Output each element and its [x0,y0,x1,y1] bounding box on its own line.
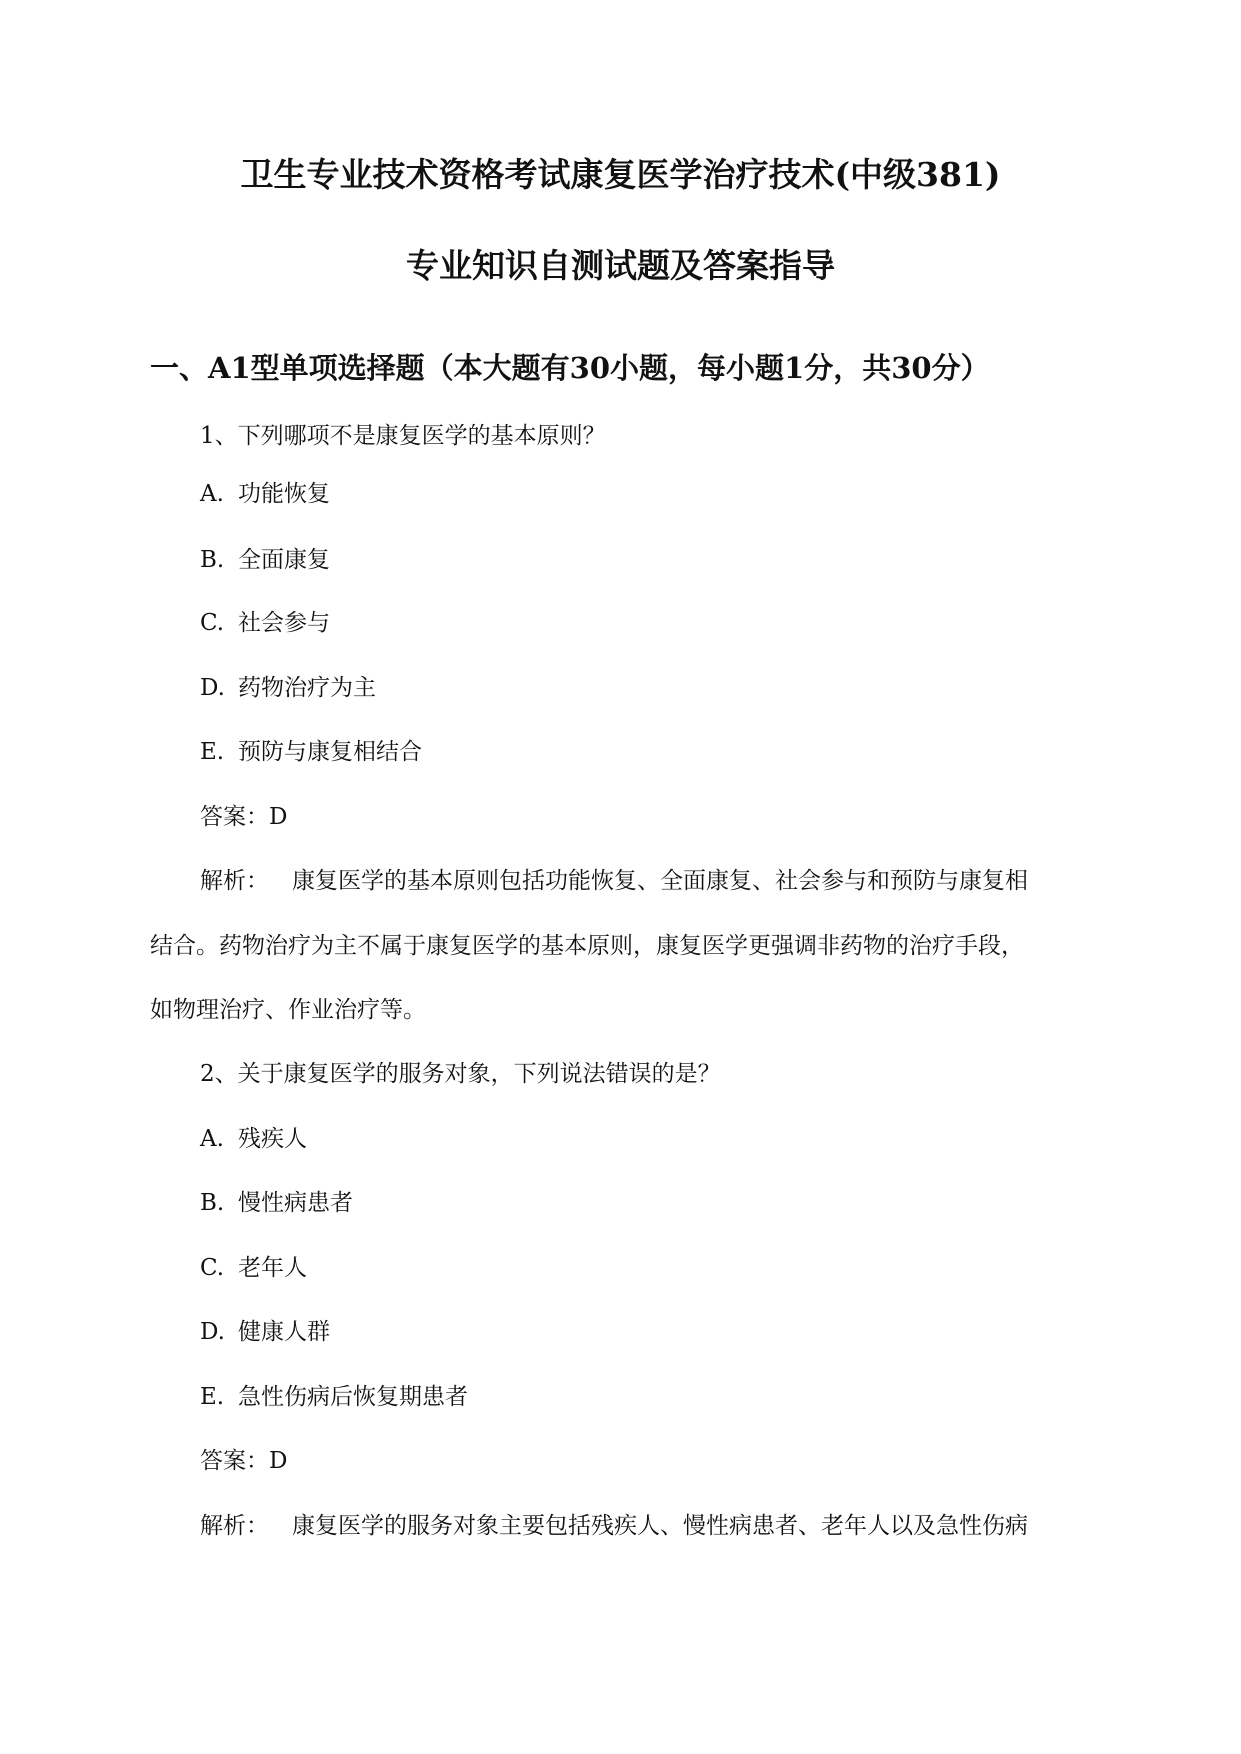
option-letter: A. [200,481,224,507]
question-1-stem: 1、下列哪项不是康复医学的基本原则？ [200,423,606,449]
question-1-analysis-line-2: 结合。药物治疗为主不属于康复医学的基本原则，康复医学更强调非药物的治疗手段， [150,933,1024,959]
option-letter: E. [200,1384,225,1410]
question-1-option-d [200,673,376,703]
analysis-label: 解析： [200,868,269,894]
question-1-option-b [200,545,330,575]
analysis-text: 康复医学的基本原则包括功能恢复、全面康复、社会参与和预防与康复相 [292,868,1028,894]
question-1-option-a [200,479,330,509]
document-title-line-1: 卫生专业技术资格考试康复医学治疗技术(中级381) [240,155,1001,194]
document-title-line-2: 专业知识自测试题及答案指导 [406,246,835,285]
question-2-answer: 答案：D [200,1448,288,1474]
question-1-option-e [200,737,422,767]
analysis-text: 康复医学的服务对象主要包括残疾人、慢性病患者、老年人以及急性伤病 [292,1513,1028,1539]
analysis-label: 解析： [200,1513,269,1539]
option-letter: B. [200,1190,225,1216]
question-2-analysis-line-1 [200,1511,1028,1541]
question-2-option-d [200,1317,330,1347]
option-text: 功能恢复 [238,481,330,507]
option-text: 药物治疗为主 [238,675,376,701]
question-1-answer: 答案：D [200,804,288,830]
section-heading: 一、A1型单项选择题（本大题有30小题，每小题1分，共30分） [150,351,990,385]
option-text: 全面康复 [238,547,330,573]
option-letter: E. [200,739,225,765]
option-letter: C. [200,1255,225,1281]
question-1-analysis-line-3: 如物理治疗、作业治疗等。 [150,997,426,1023]
question-1-option-c [200,608,330,638]
option-letter: A. [200,1126,224,1152]
option-text: 急性伤病后恢复期患者 [238,1384,468,1410]
option-letter: C. [200,610,225,636]
question-2-option-e [200,1382,468,1412]
question-2-option-a [200,1124,307,1154]
option-text: 慢性病患者 [238,1190,353,1216]
option-text: 残疾人 [238,1126,307,1152]
question-2-stem: 2、关于康复医学的服务对象，下列说法错误的是？ [200,1061,721,1087]
option-text: 健康人群 [238,1319,330,1345]
question-1-analysis-line-1 [200,866,1028,896]
option-text: 老年人 [238,1255,307,1281]
question-2-option-c [200,1253,307,1283]
option-text: 预防与康复相结合 [238,739,422,765]
option-letter: B. [200,547,225,573]
option-letter: D. [200,675,225,701]
question-2-option-b [200,1188,353,1218]
option-letter: D. [200,1319,225,1345]
option-text: 社会参与 [238,610,330,636]
